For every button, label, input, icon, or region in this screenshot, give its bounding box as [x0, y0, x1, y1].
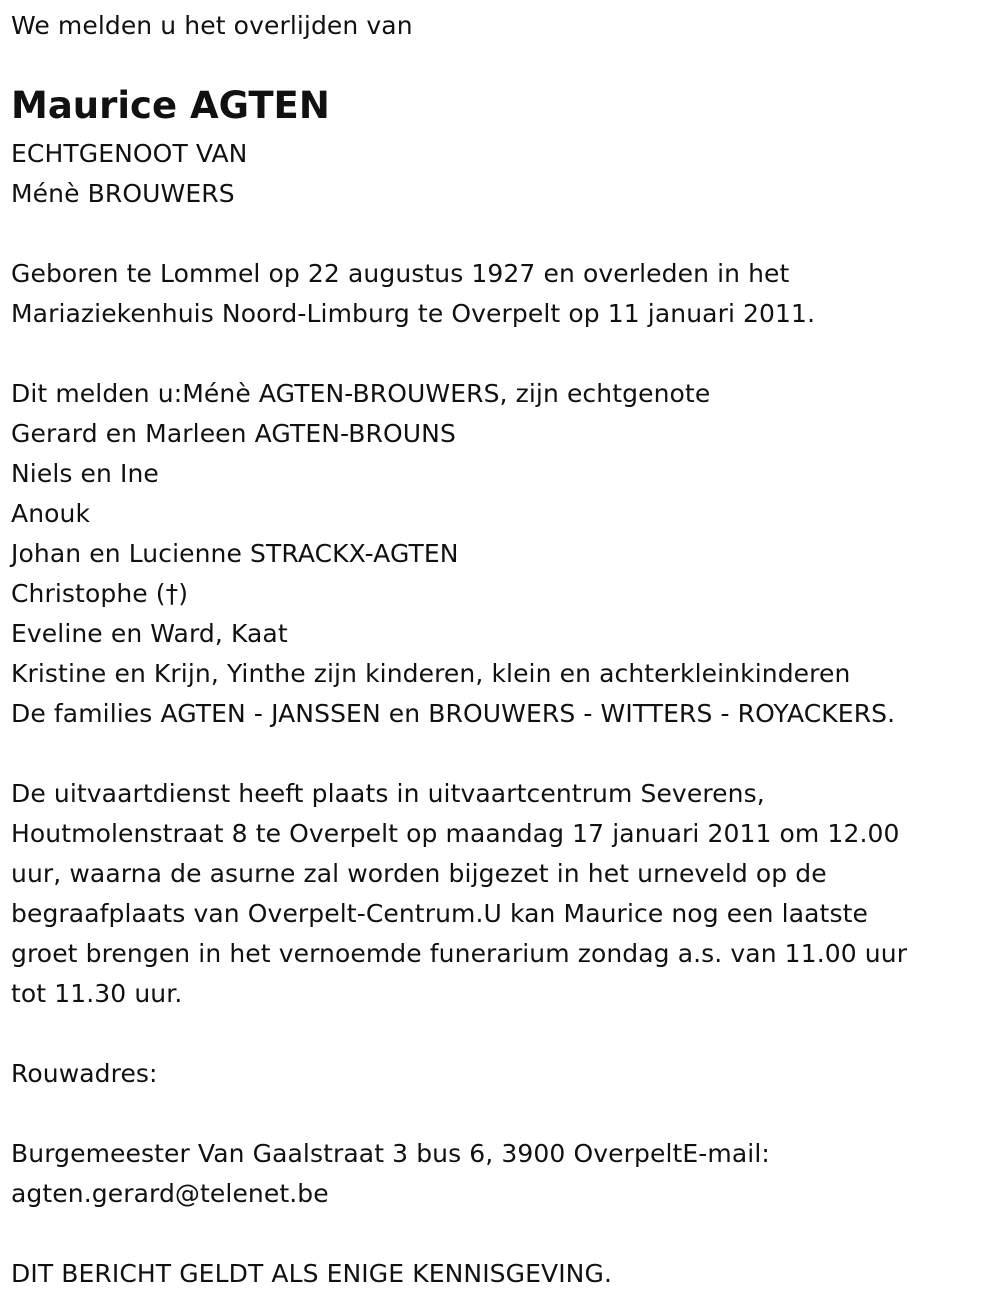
family-line: Kristine en Krijn, Yinthe zijn kinderen, klein en achterkleinkinderen	[11, 659, 851, 688]
spouse-line: Ménè BROUWERS	[11, 179, 235, 208]
service-line: groet brengen in het vernoemde funerarium zondag a.s. van 11.00 uur	[11, 939, 908, 968]
family-line: De families AGTEN - JANSSEN en BROUWERS - WITTERS - ROYACKERS.	[11, 699, 896, 728]
birth-death-line: Geboren te Lommel op 22 augustus 1927 en overleden in het	[11, 259, 790, 288]
service-line: Houtmolenstraat 8 te Overpelt op maandag 17 januari 2011 om 12.00	[11, 819, 900, 848]
family-line: Eveline en Ward, Kaat	[11, 619, 288, 648]
birth-death-line: Mariaziekenhuis Noord-Limburg te Overpelt op 11 januari 2011.	[11, 299, 816, 328]
spouse-block	[11, 134, 247, 214]
address-block	[11, 1134, 770, 1214]
deceased-name: Maurice AGTEN	[11, 84, 330, 127]
family-line: Christophe (†)	[11, 579, 189, 608]
email-line: agten.gerard@telenet.be	[11, 1179, 329, 1208]
spouse-line: ECHTGENOOT VAN	[11, 139, 248, 168]
service-line: De uitvaartdienst heeft plaats in uitvaartcentrum Severens,	[11, 779, 765, 808]
service-block	[11, 774, 907, 1014]
family-line: Johan en Lucienne STRACKX-AGTEN	[11, 539, 459, 568]
address-line: Burgemeester Van Gaalstraat 3 bus 6, 3900 OverpeltE-mail:	[11, 1139, 770, 1168]
family-line: Niels en Ine	[11, 459, 159, 488]
service-line: uur, waarna de asurne zal worden bijgezet in het urneveld op de	[11, 859, 827, 888]
rouwadres-label: Rouwadres:	[11, 1059, 158, 1088]
birth-death-block	[11, 254, 815, 334]
service-line: begraafplaats van Overpelt-Centrum.U kan Maurice nog een laatste	[11, 899, 868, 928]
family-line: Anouk	[11, 499, 91, 528]
family-block	[11, 374, 895, 734]
family-line: Gerard en Marleen AGTEN-BROUNS	[11, 419, 456, 448]
intro-text: We melden u het overlijden van	[11, 11, 413, 40]
service-line: tot 11.30 uur.	[11, 979, 183, 1008]
family-line: Dit melden u:Ménè AGTEN-BROUWERS, zijn echtgenote	[11, 379, 711, 408]
notice-text: DIT BERICHT GELDT ALS ENIGE KENNISGEVING.	[11, 1259, 612, 1288]
